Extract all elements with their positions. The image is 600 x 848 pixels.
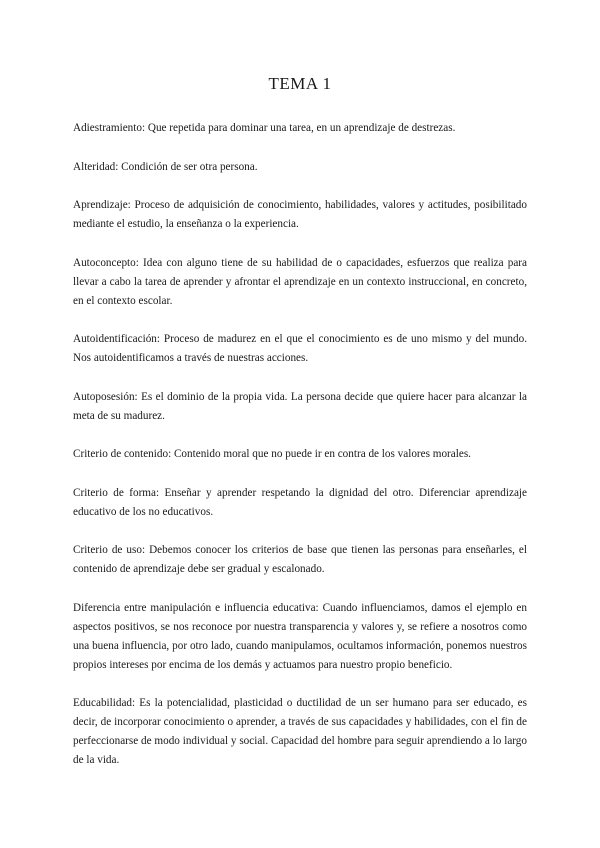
entry-manipulacion-influencia: Diferencia entre manipulación e influencia educativa: Cuando influenciamos, damos el ejemplo en aspectos positivos, se nos reconoce por nuestra transparencia y valores y, se refiere a nosotros como una buena influencia, por otro lado, cuando manipulamos, ocultamos información, ponemos nuestros propios intereses por encima de los demás y actuamos para nuestro propio beneficio. xyxy=(73,601,527,671)
entry-autoposesion: Autoposesión: Es el dominio de la propia vida. La persona decide que quiere hacer para alcanzar la meta de su madurez. xyxy=(73,390,527,422)
entry-autoidentificacion: Autoidentificación: Proceso de madurez en el que el conocimiento es de uno mismo y del mundo. Nos autoidentificamos a través de nuestras acciones. xyxy=(73,333,527,364)
page-title: TEMA 1 xyxy=(268,74,332,93)
entry-aprendizaje: Aprendizaje: Proceso de adquisición de conocimiento, habilidades, valores y actitudes, posibilitado mediante el estudio, la enseñanza o la experiencia. xyxy=(73,199,527,230)
entry-alteridad: Alteridad: Condición de ser otra persona. xyxy=(73,160,258,173)
entry-criterio-contenido: Criterio de contenido: Contenido moral que no puede ir en contra de los valores morales. xyxy=(73,448,471,460)
entry-adiestramiento: Adiestramiento: Que repetida para dominar una tarea, en un aprendizaje de destrezas. xyxy=(73,122,456,134)
entry-autoconcepto: Autoconcepto: Idea con alguno tiene de su habilidad de o capacidades, esfuerzos que realiza para llevar a cabo la tarea de aprender y afrontar el aprendizaje en un contexto instruccional, en concreto, en el contexto escolar. xyxy=(73,256,527,307)
entry-criterio-uso: Criterio de uso: Debemos conocer los criterios de base que tienen las personas para enseñarles, el contenido de aprendizaje debe ser gradual y escalonado. xyxy=(73,544,527,575)
entry-criterio-forma: Criterio de forma: Enseñar y aprender respetando la dignidad del otro. Diferenciar aprendizaje educativo de los no educativos. xyxy=(73,486,527,518)
entry-educabilidad: Educabilidad: Es la potencialidad, plasticidad o ductilidad de un ser humano para ser educado, es decir, de incorporar conocimiento o aprender, a través de sus capacidades y habilidades, con el fin de perfeccionarse de modo individual y social. Capacidad del hombre para seguir aprendiendo a lo largo de la vida. xyxy=(73,697,527,766)
